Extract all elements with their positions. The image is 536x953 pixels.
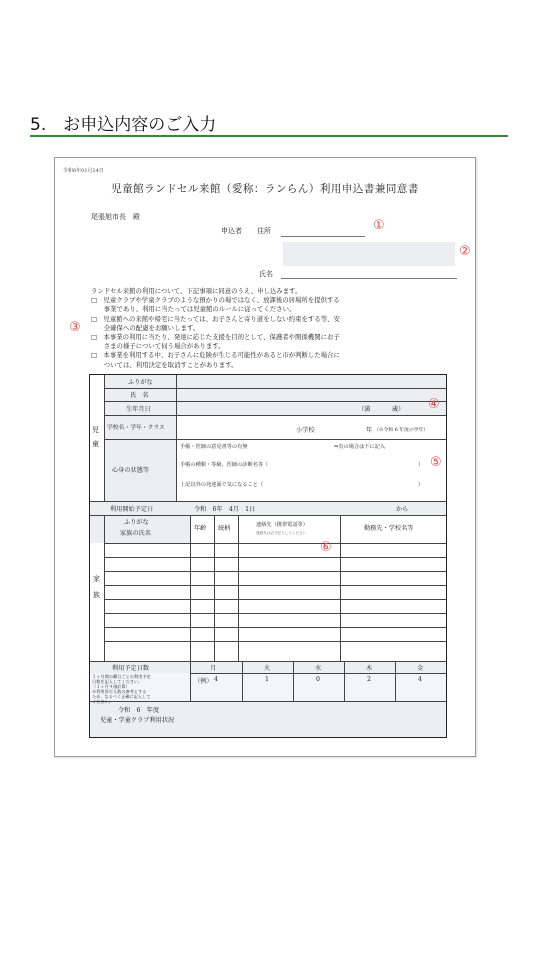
days-note <box>92 674 151 704</box>
marker-3: ③ <box>69 320 81 335</box>
example-label: （例） <box>194 678 213 685</box>
consent-line: □ 本事業の利用に当たり、発達に応じた支援を目的として、保護者や関係機関にお子 <box>91 333 340 342</box>
family-work-header: 勤務先・学校名等 <box>364 525 414 532</box>
age-close: 歳） <box>392 406 405 413</box>
table-rule <box>104 543 446 544</box>
days-note-line: ください。 <box>92 699 113 704</box>
table-rule <box>104 515 105 661</box>
club-year: 令和 6 年度 <box>118 707 160 714</box>
example-thu: 2 <box>367 676 371 683</box>
days-note-line: ため、なるべく正確に記入して <box>92 694 151 699</box>
example-tue: 1 <box>265 676 269 683</box>
form-title: 児童館ランドセル来館（愛称：ランらん）利用申込書兼同意書 <box>111 183 419 195</box>
example-mon: 4 <box>214 676 218 683</box>
school-suffix: 小学校 <box>296 427 315 434</box>
days-note-line: 日数を記入してください。 <box>92 679 143 684</box>
marker-5: ⑤ <box>430 455 442 470</box>
consent-line: さまの様子について伺う場合があります。 <box>91 342 225 351</box>
table-rule <box>104 599 446 600</box>
family-section-label: 家族 <box>93 575 100 599</box>
table-rule <box>90 661 446 662</box>
health-line-3: 上記以外の発達面で気になること（ <box>180 482 264 488</box>
health-line-3-close: ） <box>418 482 424 488</box>
child-section-label: 児童 <box>92 426 99 448</box>
child-name-label: 氏 名 <box>130 392 149 399</box>
day-header-tue: 火 <box>264 665 271 672</box>
marker-6: ⑥ <box>320 540 332 555</box>
family-relation-header: 続柄 <box>218 525 231 532</box>
family-furigana-label: ふりがな <box>124 519 149 526</box>
marker-1: ① <box>373 218 385 233</box>
form-addressee: 尾張旭市長 殿 <box>91 213 140 221</box>
day-header-mon: 月 <box>210 665 217 672</box>
table-rule <box>104 557 446 558</box>
section-title: 5. お申込内容のご入力 <box>30 115 217 135</box>
marker-4: ④ <box>428 397 440 412</box>
family-name-header: 家族の氏名 <box>120 530 151 537</box>
application-table <box>89 374 447 738</box>
table-rule <box>104 401 446 402</box>
name-field <box>281 278 457 279</box>
grade-note: （※令和 6 年度の学年） <box>374 428 429 433</box>
table-rule <box>190 515 191 701</box>
example-wed: 0 <box>316 676 320 683</box>
family-contact-note: 連絡先は必ず記入してください <box>256 531 307 535</box>
consent-line: □ 児童クラブや学童クラブのような預かりの場ではなく、放課後の居場所を提供する <box>91 296 340 305</box>
health-line-1-note: ⇒有の場合は下に記入 <box>334 444 386 450</box>
days-label: 利用予定日数 <box>112 665 150 672</box>
table-rule <box>395 661 396 701</box>
consent-line: ついては、利用決定を取消すことがあります。 <box>91 360 238 369</box>
marker-2: ② <box>459 244 471 259</box>
day-header-fri: 金 <box>417 665 424 672</box>
consent-text <box>91 287 340 370</box>
table-rule <box>340 515 341 661</box>
table-rule <box>190 673 446 674</box>
table-rule <box>90 515 446 516</box>
applicant-label: 申込者 <box>221 227 242 235</box>
table-rule <box>104 585 446 586</box>
table-rule <box>293 661 294 701</box>
club-status-label: 児童・学童クラブ利用状況 <box>100 717 175 724</box>
age-open: （満 <box>358 406 371 413</box>
consent-line: □ 児童館への来館や帰宅に当たっては、お子さんと寄り道をしない約束をする等、安 <box>91 314 340 323</box>
consent-line: □ 本事業を利用する中、お子さんに危険が生じる可能性があると市が判断した場合に <box>91 351 340 360</box>
school-label: 学校名・学年・クラス <box>107 425 165 431</box>
table-rule <box>104 613 446 614</box>
table-rule <box>104 571 446 572</box>
application-form-image <box>54 157 476 757</box>
table-rule <box>104 627 446 628</box>
table-rule <box>242 661 243 701</box>
day-header-wed: 水 <box>315 665 322 672</box>
table-rule <box>104 439 446 440</box>
child-dob-field <box>176 401 446 415</box>
table-rule <box>344 661 345 701</box>
example-fri: 4 <box>418 676 422 683</box>
table-rule <box>104 415 446 416</box>
start-date-label: 利用開始予定日 <box>110 506 154 513</box>
table-rule <box>176 375 177 501</box>
table-rule <box>104 388 446 389</box>
health-line-1: 手帳・医師の意見書等の有無 <box>180 444 248 450</box>
health-label: 心身の状態等 <box>112 467 150 474</box>
start-date-suffix: から <box>396 506 409 513</box>
address-field <box>281 236 365 237</box>
table-rule <box>238 515 239 661</box>
address-field-extended <box>283 242 455 266</box>
consent-line: 全確保への配慮をお願いします。 <box>91 323 200 332</box>
consent-line: 事業であり、利用に当たっては児童館のルールに従ってください。 <box>91 305 296 314</box>
section-divider <box>30 135 508 137</box>
days-note-line: １ヶ月間の曜日ごとの利用予定 <box>92 674 151 679</box>
child-dob-label: 生年月日 <box>126 406 151 413</box>
table-rule <box>104 641 446 642</box>
health-line-2-close: ） <box>418 462 424 468</box>
address-label: 住所 <box>257 227 271 235</box>
days-note-line: （１ヶ月４週計算） <box>92 684 130 689</box>
health-line-2: 手帳の種類・等級、医師の診断名等（ <box>180 462 269 468</box>
child-furigana-label: ふりがな <box>128 379 153 386</box>
days-note-line: ※利用許可人数の参考とする <box>92 689 147 694</box>
table-rule <box>90 501 446 502</box>
consent-line: ランドセル来館の利用について、下記事項に同意のうえ、申し込みます。 <box>91 287 302 295</box>
family-age-header: 年齢 <box>194 525 207 532</box>
table-rule <box>104 375 105 501</box>
family-contact-header: 連絡先（携帯電話等） <box>256 522 308 528</box>
start-date-value: 令和 6年 4月 1日 <box>194 506 256 513</box>
form-date: 令和6年01月24日 <box>63 168 104 174</box>
name-label: 氏名 <box>259 270 273 278</box>
table-rule <box>214 515 215 661</box>
grade-suffix: 年 <box>366 427 373 434</box>
day-header-thu: 木 <box>366 665 373 672</box>
